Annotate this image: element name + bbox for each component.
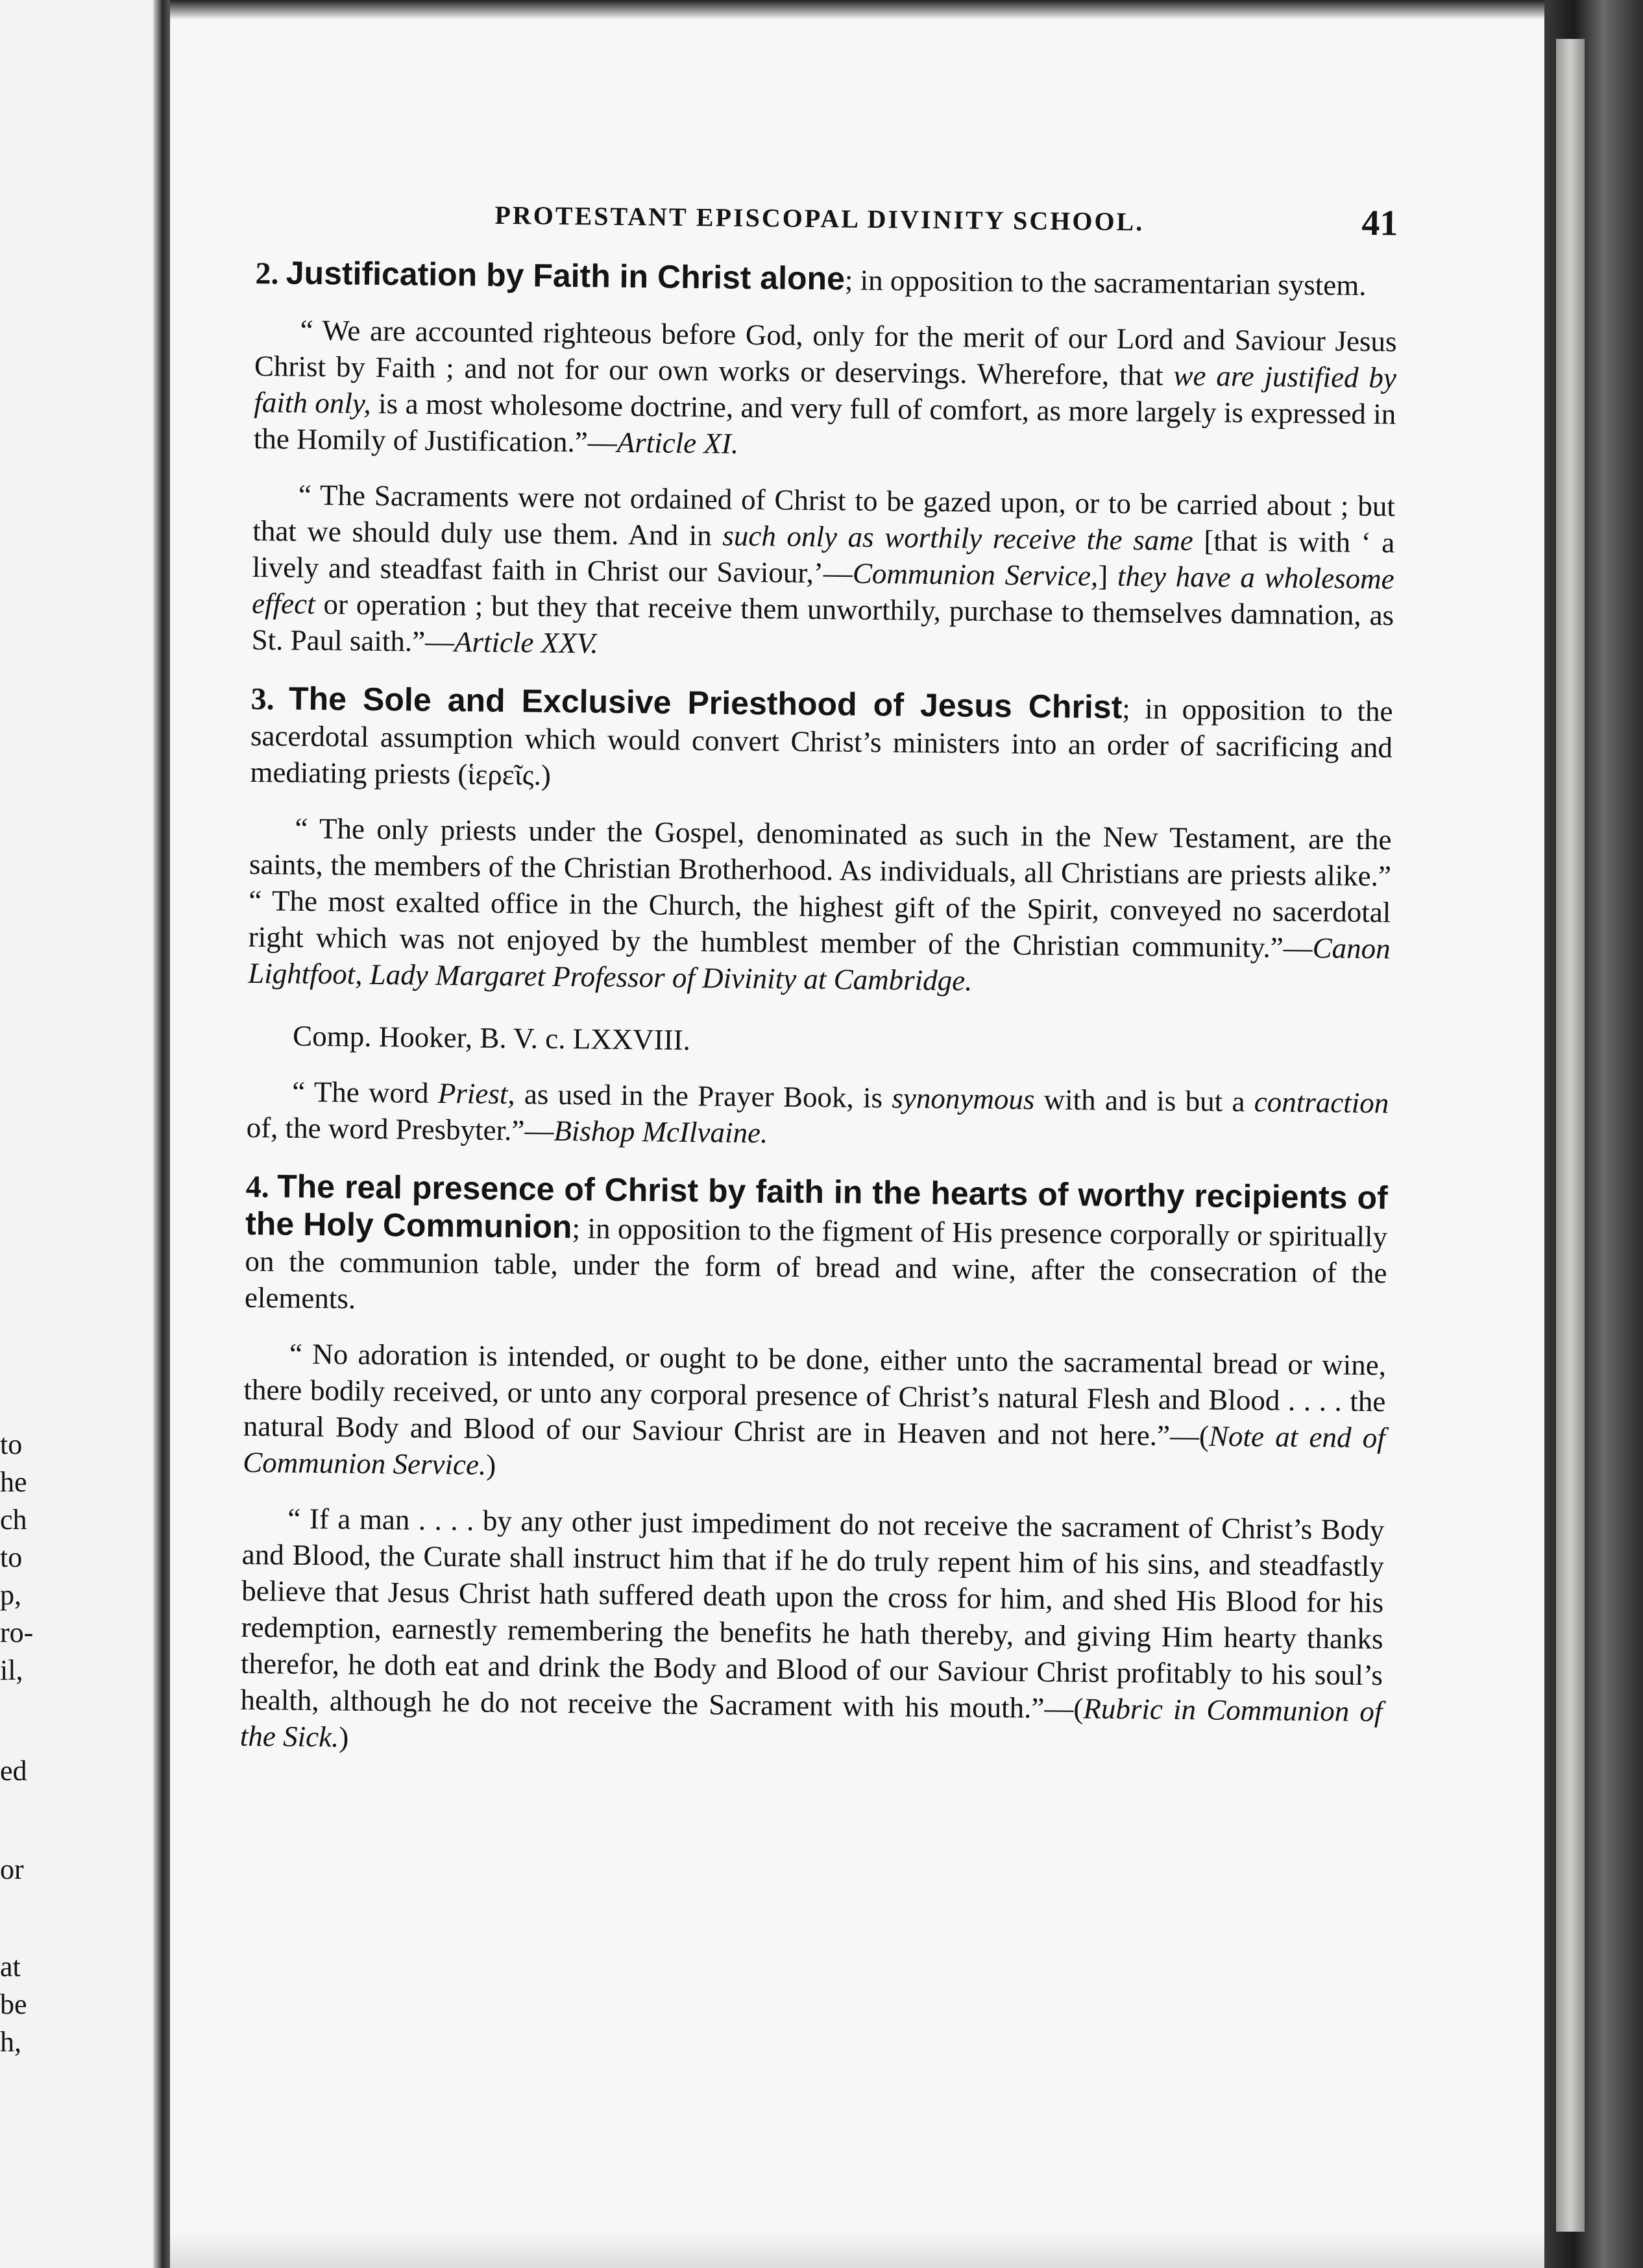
page-bottom-shade — [170, 2232, 1544, 2268]
quote-source: Article XXV. — [454, 625, 598, 660]
quote-source: Rubric in Communion of the Sick. — [239, 1692, 1383, 1754]
running-title: PROTESTANT EPISCOPAL DIVINITY SCHOOL. — [494, 200, 1145, 237]
fragment: h, — [0, 2026, 21, 2058]
quote-mcilvaine — [246, 1073, 1389, 1157]
quote-source: Note at end of Communion Service. — [243, 1419, 1386, 1481]
running-head — [256, 182, 1398, 252]
quote-text: ] — [1098, 559, 1118, 592]
fragment: ed — [0, 1755, 27, 1787]
quote-emphasis: contraction — [1254, 1085, 1389, 1120]
quote-text: is a most wholesome doctrine, and very full of comfort, as more largely is expressed in the Homily of Justification.”— — [253, 387, 1396, 459]
fragment: ch — [0, 1504, 27, 1536]
quote-emphasis: we are justified by faith only, — [254, 359, 1397, 420]
comp-hooker: Comp. Hooker, B. V. c. LXXVIII. — [292, 1019, 691, 1057]
section-number: 3. — [250, 681, 274, 717]
section-2-heading — [255, 254, 1398, 304]
quote-text: [that is with ‘ a lively and steadfast faith in Christ our Saviour,’— — [252, 524, 1395, 590]
section-number: 4. — [245, 1169, 270, 1205]
quote-text: ) — [339, 1720, 349, 1754]
fragment: to — [0, 1429, 23, 1460]
quote-source: Bishop McIlvaine. — [554, 1114, 768, 1150]
fragment: il, — [0, 1654, 23, 1686]
section-text: ; in opposition to the sacramentarian system. — [844, 263, 1367, 302]
fragment: ro- — [0, 1617, 34, 1648]
page-number: 41 — [1361, 202, 1398, 244]
quote-source: Article XI. — [616, 426, 739, 460]
quote-text: of, the word Presbyter.”— — [246, 1111, 554, 1147]
section-number: 2. — [255, 256, 279, 291]
quote-text: or operation ; but they that receive them unworthily, purchase to themselves damnation, as St. Paul saith.”— — [251, 587, 1394, 658]
quote-text: “ The only priests under the Gospel, denominated as such in the New Testament, are the saints, the members of the Christian Brotherhood. As individuals, all Christians are priests alike.” “ The most exalted office in the Church, the highest gift of the Spirit, conveyed no sacerdotal right which was not enjoyed by the humblest member of the Christian community.”— — [248, 812, 1392, 965]
section-4-heading — [245, 1168, 1388, 1327]
fragment: to — [0, 1541, 23, 1573]
quote-text: with and is but a — [1034, 1083, 1255, 1118]
quote-text: “ We are accounted righteous before God, only for the merit of our Lord and Saviour Jesus Christ by Faith ; and not for our own works or deservings. Wherefore, that — [254, 313, 1397, 392]
quote-text: “ The word — [292, 1075, 439, 1110]
section-title: The Sole and Exclusive Priesthood of Jesus Christ — [288, 680, 1123, 726]
quote-text: ) — [485, 1448, 496, 1481]
quote-source: Canon Lightfoot, Lady Margaret Professor of Divinity at Cambridge. — [247, 932, 1391, 997]
fragment: or — [0, 1853, 24, 1885]
gutter-shadow — [153, 0, 170, 2268]
quote-emphasis: they have a wholesome effect — [251, 559, 1394, 620]
page-top-shadow — [170, 0, 1544, 19]
page-edge-right — [1544, 0, 1643, 2268]
fragment: at — [0, 1951, 21, 1983]
quote-text: as used in the Prayer Book, is — [515, 1078, 892, 1115]
quote-text: “ The Sacraments were not ordained of Christ to be gazed upon, or to be carried about ; but that we should duly use them. And in — [252, 478, 1396, 552]
page-text — [240, 182, 1398, 1766]
fragment: be — [0, 1988, 27, 2020]
facing-page-line-ends — [0, 1430, 153, 2079]
quote-rubric-sick — [240, 1500, 1385, 1766]
section-title: The real presence of Christ by faith in the hearts of worthy recipients of the Holy Communion — [245, 1168, 1389, 1246]
section-text: ; in opposition to the sacerdotal assumption which would convert Christ’s ministers into an order of sacrificing and mediating priests (ἱερεῖς.) — [250, 692, 1393, 791]
quote-emphasis: such only as worthily receive the same — [722, 519, 1194, 557]
quote-emphasis: synonymous — [892, 1081, 1035, 1116]
quote-communion-note — [243, 1335, 1386, 1492]
quote-article-xi — [254, 311, 1397, 468]
quote-text: “ If a man . . . . by any other just impediment do not receive the sacrament of Christ’s Body and Blood, the Curate shall instruct him that if he do truly repent him of his sins, and steadfastly believe that Jesus Christ hath suffered death upon the cross for him, and shed His Blood for his redemption, earnestly remembering the benefits he hath thereby, and giving Him hearty thanks therefor, he doth eat and drink the Body and Blood of our Saviour Christ profitably to his soul’s health, although he do not receive the Sacrament with his mouth.”—( — [240, 1502, 1385, 1725]
quote-source: Communion Service, — [852, 557, 1099, 592]
quote-article-xxv — [251, 476, 1395, 670]
fragment: he — [0, 1466, 27, 1498]
section-text: ; in opposition to the figment of His presence corporally or spiritually on the communion table, under the form of bread and wine, after the consecration of the elements. — [244, 1212, 1388, 1315]
quote-text: “ No adoration is intended, or ought to be done, either unto the sacramental bread or wine, there bodily received, or unto any corporal presence of Christ’s natural Flesh and Blood . . . . the natural Body and Blood of our Saviour Christ are in Heaven and not here.”—( — [243, 1337, 1387, 1453]
fragment: p, — [0, 1579, 21, 1611]
section-3-heading — [250, 680, 1393, 802]
quote-lightfoot — [248, 810, 1392, 1003]
quote-emphasis: Priest, — [437, 1077, 515, 1111]
section-title: Justification by Faith in Christ alone — [286, 254, 846, 297]
